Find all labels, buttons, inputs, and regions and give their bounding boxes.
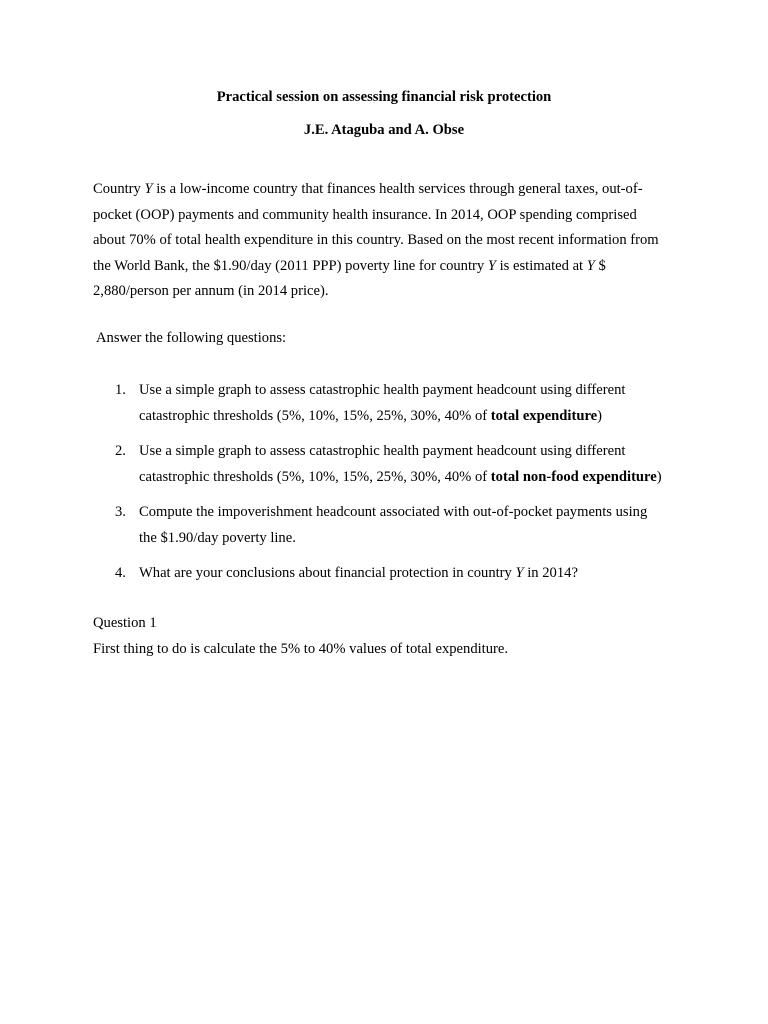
intro-text-2: is a low-income country that finances health services through general taxes, out-of-pocket (OOP) payments and community health insurance. In 2014, OOP spending comprised about 70% of total health expenditure in this country. Based on the most recent information from the World Bank, the $1.90/day (2011 PPP) poverty line for country xyxy=(93,181,659,274)
intro-text-1: Country xyxy=(93,181,145,197)
intro-paragraph xyxy=(93,177,663,305)
question-text: Compute the impoverishment headcount associated with out-of-pocket payments using the $1.90/day poverty line. xyxy=(139,504,648,546)
question-text: Use a simple graph to assess catastrophic health payment headcount using different catastrophic thresholds (5%, 10%, 15%, 25%, 30%, 40% of xyxy=(139,443,626,485)
question-number: 2. xyxy=(115,443,126,459)
intro-country-name: Y xyxy=(144,181,153,197)
question-text-end: in 2014? xyxy=(523,565,578,581)
question-emphasis: total expenditure xyxy=(490,407,598,424)
document-authors: J.E. Ataguba and A. Obse xyxy=(303,122,465,138)
question-text: Use a simple graph to assess catastrophic health payment headcount using different catastrophic thresholds (5%, 10%, 15%, 25%, 30%, 40% of xyxy=(139,382,626,424)
question-number: 3. xyxy=(115,504,126,520)
section-heading: Question 1 xyxy=(93,615,157,631)
question-number: 1. xyxy=(115,382,126,398)
question-item xyxy=(93,500,663,551)
intro-text-4: $ 2,880/person per annum (in 2014 price). xyxy=(93,257,606,299)
section-text: First thing to do is calculate the 5% to 40% values of total expenditure. xyxy=(93,641,509,657)
document-title: Practical session on assessing financial risk protection xyxy=(216,89,552,105)
question-item xyxy=(93,439,663,490)
intro-country-name-3: Y xyxy=(586,257,595,274)
question-number: 4. xyxy=(115,565,126,581)
intro-text-3: is estimated at xyxy=(495,257,587,274)
question-text: What are your conclusions about financial protection in country xyxy=(139,565,516,581)
question-emphasis: total non-food expenditure xyxy=(490,468,657,485)
question-item xyxy=(93,378,663,429)
question-item xyxy=(93,561,663,587)
question-country-name: Y xyxy=(515,565,524,581)
questions-list xyxy=(93,378,663,597)
intro-country-name-2: Y xyxy=(487,257,496,274)
question-text-end: ) xyxy=(597,407,603,424)
question-text-end: ) xyxy=(656,468,662,485)
questions-prompt: Answer the following questions: xyxy=(96,330,287,346)
